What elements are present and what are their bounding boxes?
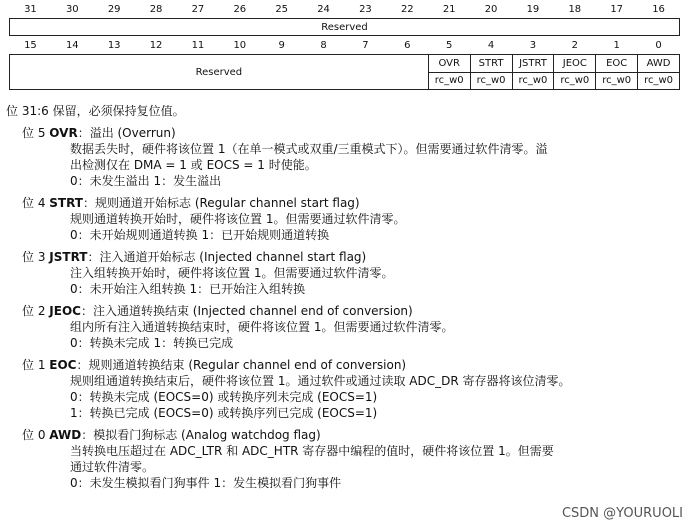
access-jstrt: rc_w0 (512, 72, 554, 90)
bit-number: 2 (571, 39, 578, 51)
access-eoc: rc_w0 (596, 72, 638, 90)
bit-number: 7 (362, 39, 369, 51)
upper-bit-numbers-row (10, 0, 680, 19)
access-awd: rc_w0 (638, 72, 680, 90)
bit-position: 位 5 (22, 126, 46, 140)
field-name: JEOC (49, 304, 81, 318)
bit5-options: 0：未发生溢出 1：发生溢出 (70, 174, 222, 188)
bit-descriptions (6, 103, 692, 491)
bit4-heading (6, 195, 692, 211)
bit1-section (6, 357, 692, 421)
bit-number: 28 (149, 3, 163, 15)
bit2-options: 0：转换未完成 1：转换已完成 (70, 336, 234, 350)
bit4-section (6, 195, 692, 243)
field-name: EOC (49, 358, 77, 372)
bit-number: 30 (65, 3, 79, 15)
bit0-section (6, 427, 692, 491)
bit-number: 14 (65, 39, 79, 51)
bit0-desc-line1: 当转换电压超过在 ADC_LTR 和 ADC_HTR 寄存器中编程的值时，硬件将该位置 1。但需要 (70, 444, 554, 458)
bit1-desc-line1: 规则组通道转换结束后，硬件将该位置 1。通过软件或通过读取 ADC_DR 寄存器将该位清零。 (70, 374, 571, 388)
field-name: STRT (49, 196, 83, 210)
bit-number: 4 (487, 39, 495, 51)
bit-number: 18 (568, 3, 582, 15)
bit2-section (6, 303, 692, 351)
bit2-heading (6, 303, 692, 319)
bit0-options: 0：未发生模拟看门狗事件 1：发生模拟看门狗事件 (70, 476, 342, 490)
bit5-heading (6, 125, 692, 141)
lower-bit-numbers-row (10, 36, 680, 55)
field-eoc: EOC (596, 55, 638, 73)
bit5-desc-line1: 数据丢失时，硬件将该位置 1（在单一模式或双重/三重模式下）。但需要通过软件清零。溢 (70, 142, 548, 156)
bit-number: 20 (484, 3, 498, 15)
field-title: ：溢出 (Overrun) (77, 126, 176, 140)
bit3-heading (6, 249, 692, 265)
lower-reserved-cell: Reserved (10, 55, 429, 90)
field-title: ：规则通道开始标志 (Regular channel start flag) (83, 196, 360, 210)
bit5-desc-line2: 出检测仅在 DMA = 1 或 EOCS = 1 时使能。 (70, 158, 317, 172)
field-jeoc: JEOC (554, 55, 596, 73)
field-title: ：注入通道转换结束 (Injected channel end of conversion) (80, 304, 413, 318)
bits-31-6-note: 位 31:6 保留，必须保持复位值。 (6, 104, 185, 118)
bit-number: 15 (24, 39, 37, 51)
access-strt: rc_w0 (470, 72, 512, 90)
bit2-desc-line1: 组内所有注入通道转换结束时，硬件将该位置 1。但需要通过软件清零。 (70, 320, 454, 334)
bit1-option-1: 1：转换已完成 (EOCS=0) 或转换序列已完成 (EOCS=1) (70, 406, 378, 420)
upper-reserved-row (10, 19, 680, 36)
bit-number: 31 (24, 3, 37, 15)
bit-number: 17 (610, 3, 624, 15)
upper-reserved-cell: Reserved (10, 19, 680, 36)
bit-position: 位 4 (22, 196, 46, 210)
bit-number: 23 (359, 3, 372, 15)
bit0-desc-line2: 通过软件清零。 (70, 460, 155, 474)
bit4-desc-line1: 规则通道转换开始时，硬件将该位置 1。但需要通过软件清零。 (70, 212, 406, 226)
bit0-heading (6, 427, 692, 443)
bit-number: 12 (149, 39, 163, 51)
bit3-desc-line1: 注入组转换开始时，硬件将该位置 1。但需要通过软件清零。 (70, 266, 394, 280)
bit3-options: 0：未开始注入组转换 1：已开始注入组转换 (70, 282, 306, 296)
field-names-row (10, 55, 680, 73)
bit-number: 22 (400, 3, 414, 15)
bit4-options: 0：未开始规则通道转换 1：已开始规则通道转换 (70, 228, 330, 242)
bit-number: 25 (275, 3, 289, 15)
bit-number: 8 (320, 39, 327, 51)
bit-number: 0 (655, 39, 662, 51)
bit-position: 位 2 (22, 304, 46, 318)
field-title: ：模拟看门狗标志 (Analog watchdog flag) (81, 428, 321, 442)
watermark: CSDN @YOURUOLI (561, 506, 683, 521)
bit-number: 27 (191, 3, 205, 15)
access-ovr: rc_w0 (428, 72, 470, 90)
bit-number: 21 (442, 3, 456, 15)
bit5-section (6, 125, 692, 189)
bit-number: 29 (107, 3, 121, 15)
bit-number: 13 (107, 39, 121, 51)
field-title: ：注入通道开始标志 (Injected channel start flag) (87, 250, 367, 264)
field-strt: STRT (470, 55, 512, 73)
register-bit-table (9, 0, 680, 90)
bit-number: 3 (529, 39, 537, 51)
bit1-heading (6, 357, 692, 373)
bit3-section (6, 249, 692, 297)
bit-position: 位 0 (22, 428, 46, 442)
bit-number: 26 (233, 3, 247, 15)
field-ovr: OVR (428, 55, 470, 73)
field-jstrt: JSTRT (512, 55, 554, 73)
bit-number: 16 (652, 3, 665, 15)
field-name: AWD (49, 428, 82, 442)
bit-number: 11 (191, 39, 205, 51)
bit-number: 5 (446, 39, 453, 51)
bit-number: 6 (404, 39, 411, 51)
field-name: OVR (49, 126, 78, 140)
bit-number: 10 (233, 39, 247, 51)
access-jeoc: rc_w0 (554, 72, 596, 90)
bit-number: 19 (526, 3, 540, 15)
field-awd: AWD (638, 55, 680, 73)
bit-number: 9 (278, 39, 285, 51)
bit1-option-0: 0：转换未完成 (EOCS=0) 或转换序列未完成 (EOCS=1) (70, 390, 378, 404)
field-name: JSTRT (49, 250, 88, 264)
field-title: ：规则通道转换结束 (Regular channel end of conversion) (76, 358, 407, 372)
bit-number: 24 (317, 3, 330, 15)
bit-position: 位 3 (22, 250, 46, 264)
bit-position: 位 1 (22, 358, 46, 372)
bit-number: 1 (613, 39, 620, 51)
